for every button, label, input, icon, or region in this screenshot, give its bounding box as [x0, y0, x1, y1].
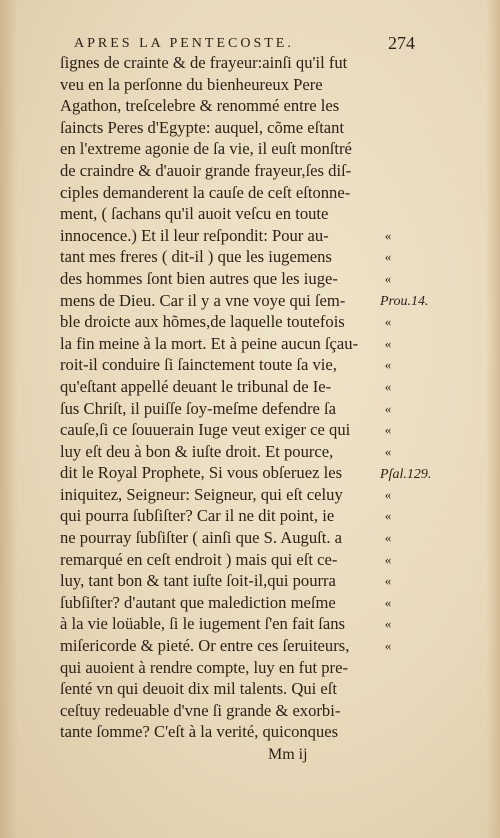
- quote-mark: [376, 182, 400, 204]
- quote-mark: «: [384, 227, 392, 243]
- text-line: tant mes freres ( dit-il ) que les iugemens: [60, 247, 332, 267]
- text-line: ment, ( ſachans qu'il auoit veſcu en toute: [60, 204, 329, 224]
- quote-mark: «: [384, 314, 392, 330]
- text-line: de craindre & d'auoir grande frayeur,ſes diſ-: [60, 160, 352, 180]
- text-line: luy, tant bon & tant iuſte ſoit-il,qui pourra: [60, 571, 336, 591]
- page-edge-shadow-right: [486, 0, 500, 838]
- quote-mark: [376, 657, 400, 679]
- quote-mark: «: [384, 249, 392, 265]
- text-line: en l'extreme agonie de ſa vie, il euſt monſtré: [60, 139, 352, 159]
- quote-mark: [376, 95, 400, 117]
- quote-mark: «: [384, 638, 392, 654]
- text-line: à la vie loüable, ſi le iugement ſ'en fait ſans: [60, 614, 345, 634]
- quote-mark: «: [384, 508, 392, 524]
- text-line: Agathon, treſcelebre & renommé entre les: [60, 96, 340, 116]
- quote-mark: «: [384, 335, 392, 351]
- page-edge-shadow-left: [0, 0, 18, 838]
- quote-mark: «: [384, 551, 392, 567]
- margin-reference-psalm: Pſal.129.: [380, 467, 432, 482]
- text-line: ſaincts Peres d'Egypte: auquel, cõme eſtant: [60, 117, 345, 137]
- text-line: roit-il conduire ſi ſainctement toute ſa vie,: [60, 355, 337, 375]
- quote-mark: «: [384, 530, 392, 546]
- text-line: dit le Royal Prophete, Si vous obſeruez les: [60, 463, 343, 483]
- text-line: miſericorde & pieté. Or entre ces ſeruiteurs,: [60, 636, 350, 656]
- text-line: qui auoient à rendre compte, luy en fut pre-: [60, 657, 348, 677]
- signature-mark: Mm ij: [268, 746, 308, 763]
- quote-mark: «: [384, 270, 392, 286]
- text-line: ble droicte aux hõmes,de laquelle toutefois: [60, 312, 345, 332]
- text-line: des hommes ſont bien autres que les iuge-: [60, 268, 338, 288]
- text-line: mens de Dieu. Car il y a vne voye qui ſem-: [60, 290, 346, 310]
- text-line: qui pourra ſubſiſter? Car il ne dit point, ie: [60, 506, 335, 526]
- quote-mark: «: [384, 573, 392, 589]
- text-line: ciples demanderent la cauſe de ceſt eſtonne-: [60, 182, 351, 202]
- margin-reference-proverbs: Prou.14.: [380, 294, 429, 309]
- quote-mark: «: [384, 357, 392, 373]
- quote-mark: [376, 678, 400, 700]
- quotation-marks-column: [376, 52, 400, 743]
- text-line: ſus Chriſt, il puiſſe ſoy-meſme defendre ſa: [60, 398, 337, 418]
- text-line: ſignes de crainte & de frayeur:ainſi qu'il fut: [60, 53, 348, 72]
- page-number: 274: [388, 33, 415, 53]
- quote-mark: [376, 52, 400, 74]
- running-title: APRES LA PENTECOSTE.: [74, 36, 294, 51]
- quote-mark: «: [384, 422, 392, 438]
- quote-mark: «: [384, 400, 392, 416]
- quote-mark: «: [384, 594, 392, 610]
- quote-mark: «: [384, 443, 392, 459]
- text-line: la fin meine à la mort. Et à peine aucun ſçau-: [60, 333, 359, 353]
- quote-mark: [376, 203, 400, 225]
- quote-mark: [376, 117, 400, 139]
- main-text-block: [60, 52, 376, 743]
- text-line: ſubſiſter? d'autant que malediction meſme: [60, 592, 336, 612]
- text-line: qu'eſtant appellé deuant le tribunal de Ie-: [60, 376, 332, 396]
- quote-mark: [376, 160, 400, 182]
- text-line: luy eſt deu à bon & iuſte droit. Et pource,: [60, 441, 334, 461]
- quote-mark: «: [384, 378, 392, 394]
- text-line: ceſtuy redeuable d'vne ſi grande & exorbi-: [60, 700, 341, 720]
- text-line: iniquitez, Seigneur: Seigneur, qui eſt celuy: [60, 484, 343, 504]
- quote-mark: [376, 721, 400, 743]
- quote-mark: «: [384, 616, 392, 632]
- text-line: veu en la perſonne du bienheureux Pere: [60, 74, 323, 94]
- text-line: ſenté vn qui deuoit dix mil talents. Qui eſt: [60, 679, 337, 699]
- quote-mark: [376, 700, 400, 722]
- quote-mark: «: [384, 486, 392, 502]
- quote-mark: [376, 138, 400, 160]
- text-line: ne pourray ſubſiſter ( ainſi que S. Auguſt. a: [60, 528, 343, 548]
- text-line: remarqué en ceſt endroit ) mais qui eſt ce-: [60, 549, 338, 569]
- text-line: cauſe,ſi ce ſouuerain Iuge veut exiger ce qui: [60, 420, 351, 440]
- text-line: tante ſomme? C'eſt à la verité, quiconques: [60, 722, 339, 742]
- quote-mark: [376, 74, 400, 96]
- text-line: innocence.) Et il leur reſpondit: Pour au-: [60, 225, 329, 245]
